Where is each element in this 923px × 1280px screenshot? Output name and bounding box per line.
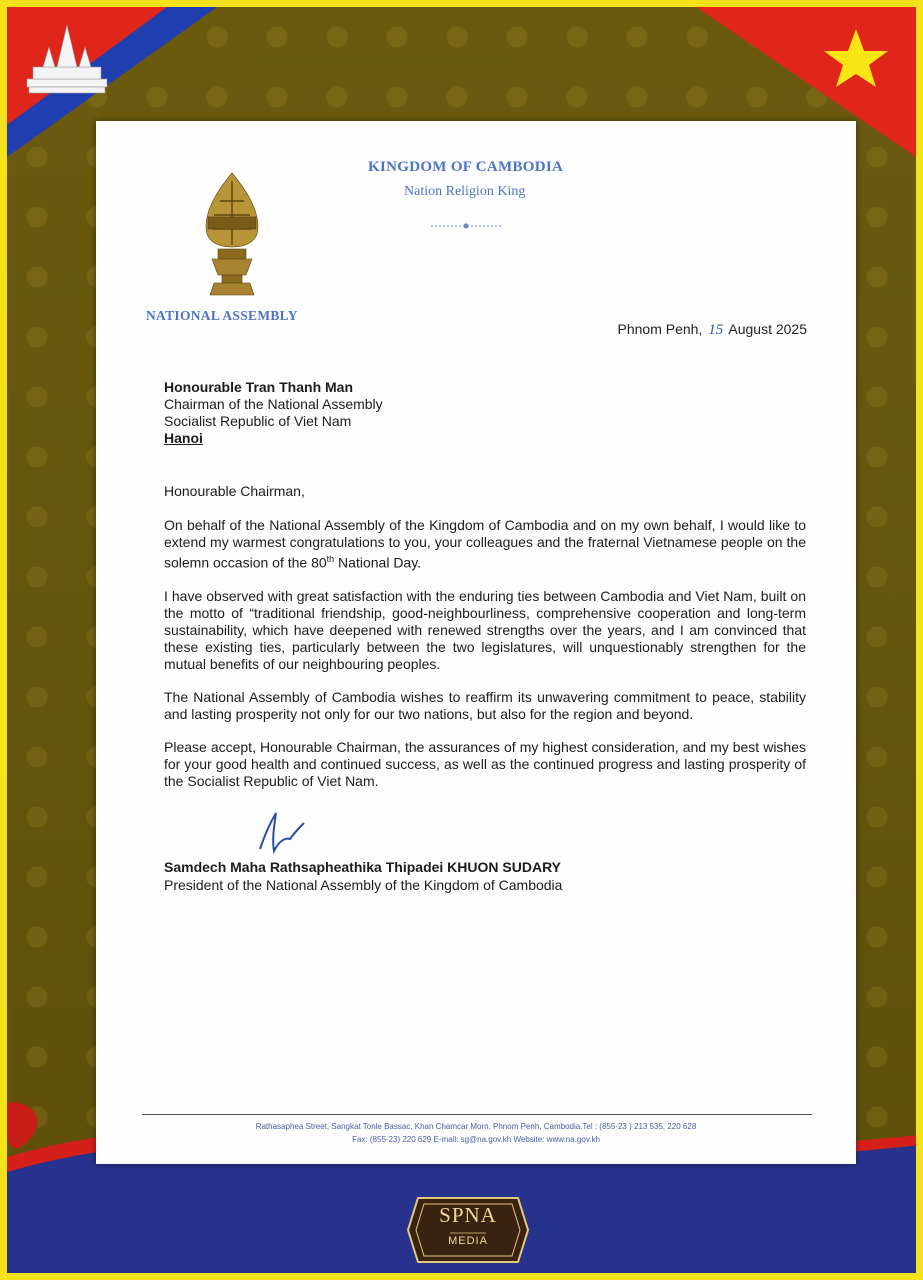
paragraph-1 (164, 517, 806, 572)
kingdom-heading: KINGDOM OF CAMBODIA (368, 159, 564, 175)
paragraph-1-text: On behalf of the National Assembly of the Kingdom of Cambodia and on my own behalf, I would like to extend my warmest congratulations to you, your colleagues and the fraternal Vietnamese people on the solemn occasion of the 80 (164, 517, 806, 571)
date-day: 15 (708, 322, 724, 338)
addressee-name: Honourable Tran Thanh Man (164, 379, 354, 395)
paragraph-2: I have observed with great satisfaction with the enduring ties between Cambodia and Viet Nam, built on the motto of “traditional friendship, good-neighbourliness, comprehensive cooperation and long-term sustainability, which have deepened with renewed strengths over the years, and I am convinced that these existing ties, particularly between the two legislatures, will unquestionably strengthen for the mutual benefits of our neighbouring peoples. (164, 587, 806, 672)
national-assembly-emblem-icon (192, 171, 272, 299)
spna-logo-icon (406, 1190, 530, 1270)
handwritten-signature-icon (250, 809, 310, 859)
logo-title: SPNA (439, 1203, 497, 1227)
addressee-block (164, 379, 383, 447)
footer-divider (142, 1114, 812, 1115)
addressee-title: Chairman of the National Assembly (164, 396, 383, 412)
footer-contact: Fax: (855-23) 220 629 E-mail: sg@na.gov.kh Website: www.na.gov.kh (352, 1135, 600, 1144)
paragraph-4: Please accept, Honourable Chairman, the assurances of my highest consideration, and my best wishes for your good health and continued success, as well as the continued progress and lasting prosperity of the Socialist Republic of Viet Nam. (164, 738, 806, 789)
dateline (618, 321, 807, 339)
signatory-name: Samdech Maha Rathsapheathika Thipadei KHUON SUDARY (164, 859, 562, 875)
letter-footer (166, 1120, 786, 1146)
logo-subtitle: MEDIA (448, 1235, 488, 1247)
paragraph-1-end: National Day. (334, 554, 422, 571)
signatory-title: President of the National Assembly of the Kingdom of Cambodia (164, 877, 563, 893)
salutation: Honourable Chairman, (164, 483, 305, 499)
addressee-country: Socialist Republic of Viet Nam (164, 413, 352, 429)
paragraph-3: The National Assembly of Cambodia wishes to reaffirm its unwavering commitment to peace, stability and lasting prosperity not only for our two nations, but also for the region and beyond. (164, 688, 806, 722)
letter-body (164, 517, 806, 806)
letter-page (96, 121, 856, 1164)
ordinal-suffix: th (326, 554, 335, 564)
ornament-divider-icon (431, 222, 501, 230)
signatory-block (164, 858, 562, 894)
date-month-year: August 2025 (728, 321, 807, 337)
national-motto: Nation Religion King (404, 184, 526, 199)
date-city: Phnom Penh, (617, 321, 703, 337)
addressee-city: Hanoi (164, 430, 203, 446)
footer-address: Rathasaphea Street, Sangkat Tonle Bassac, Khan Chamcar Morn, Phnom Penh, Cambodia.Tel : (855-23 ) 213 535, 220 628 (255, 1122, 697, 1131)
assembly-name: NATIONAL ASSEMBLY (146, 308, 298, 323)
